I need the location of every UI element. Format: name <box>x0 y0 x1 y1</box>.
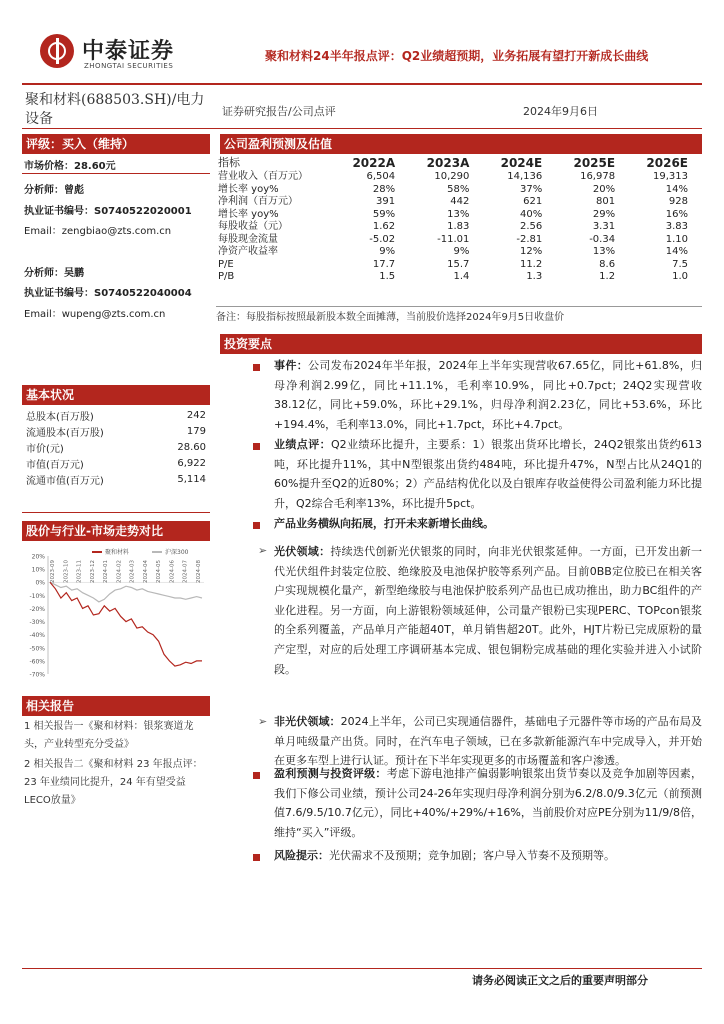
x-tick-label: 2023-11 <box>76 560 83 583</box>
table-cell: 14,136 <box>507 171 543 182</box>
row-label: 流通市值(百万元) <box>26 475 104 487</box>
table-cell: 621 <box>523 196 543 207</box>
footer-divider <box>22 968 702 969</box>
point-risk-lead: 风险提示： <box>274 849 329 862</box>
x-tick-label: 2024-04 <box>142 560 149 583</box>
stock-trend-chart <box>22 548 210 708</box>
x-tick-label: 2024-06 <box>169 560 176 583</box>
row-value: 28.60 <box>177 441 206 453</box>
logo-emblem-bar <box>56 38 59 64</box>
series-line-0 <box>50 582 202 666</box>
row-value: 242 <box>186 409 206 421</box>
table-cell: 14% <box>665 246 688 257</box>
table-cell: 28% <box>372 183 396 195</box>
report-date: 2024年9月6日 <box>523 105 598 118</box>
table-cell: 928 <box>668 196 688 207</box>
basic-info-table <box>24 407 208 487</box>
arrow-right-icon: ➢ <box>258 715 268 728</box>
legend-label: 聚和材料 <box>105 549 130 556</box>
analyst-2-cert <box>24 284 192 299</box>
table-row <box>24 471 208 487</box>
row-value: 6,922 <box>177 457 206 469</box>
table-cell: 37% <box>519 183 543 195</box>
analyst-2-name: 吴鹏 <box>64 268 84 279</box>
row-label: 净资产收益率 <box>218 246 278 257</box>
analyst-1-name: 曾彪 <box>64 185 84 196</box>
row-label: 营业收入（百万元） <box>218 171 308 182</box>
report-title: 聚和材料24半年报点评：Q2业绩超预期，业务拓展有望打开新成长曲线 <box>265 49 649 63</box>
table-cell: 9% <box>379 246 396 257</box>
table-cell: 1.0 <box>672 271 688 282</box>
row-value: 179 <box>186 425 206 437</box>
table-cell: 9% <box>453 246 470 257</box>
table-cell: 1.10 <box>665 233 688 245</box>
related-report-2[interactable]: 2 相关报告二《聚和材料 23 年报点评：23 年业绩同比提升，24 年有望受益LECO放量》 <box>24 759 203 806</box>
forecast-table <box>216 155 702 284</box>
table-cell: 1.4 <box>453 271 470 282</box>
point-expansion: 产品业务横纵向拓展，打开未来新增长曲线。 <box>274 517 494 530</box>
table-cell: 11.2 <box>519 258 543 270</box>
table-cell: 391 <box>376 196 396 207</box>
market-price-label: 市场价格： <box>24 161 74 172</box>
row-label: 市价(元) <box>26 443 64 455</box>
x-tick-label: 2024-01 <box>103 560 110 583</box>
point-review-text: Q2业绩环比提升，主要系：1）银浆出货环比增长，24Q2银浆出货约613吨，环比提升11%，其中N型银浆出货约484吨，环比提升47%，N型占比从24Q1的60%提升至Q2的近80%；2）产品结构优化以及白银库存收益使得公司盈利能力环比提升，Q2综合毛利率13%，环比提升5pct。 <box>274 438 702 510</box>
table-row <box>216 196 702 209</box>
x-tick-label: 2023-12 <box>89 560 96 583</box>
y-tick-label: -40% <box>29 632 45 640</box>
point-non-pv-lead: 非光伏领域： <box>274 715 341 728</box>
table-cell: 442 <box>450 196 470 207</box>
table-row <box>216 246 702 259</box>
row-label: 市值(百万元) <box>26 459 84 471</box>
related-reports-header: 相关报告 <box>22 696 210 716</box>
table-cell: 1.83 <box>447 221 470 232</box>
x-tick-label: 2023-10 <box>63 560 70 583</box>
basic-info-header: 基本状况 <box>22 385 210 405</box>
table-cell: 15.7 <box>447 258 470 270</box>
point-event-lead: 事件： <box>274 359 309 372</box>
rating-banner: 评级：买入（维持） <box>22 134 210 154</box>
table-cell: 13% <box>447 208 470 220</box>
point-rating-lead: 盈利预测与投资评级： <box>274 767 387 780</box>
point-risk <box>274 846 702 866</box>
analyst-1 <box>24 181 84 196</box>
table-cell: 17.7 <box>372 258 396 270</box>
table-cell: 40% <box>519 208 543 220</box>
analyst-2-email[interactable]: Email：wupeng@zts.com.cn <box>24 309 166 320</box>
analyst-1-label: 分析师： <box>24 185 64 196</box>
table-cell: 14% <box>665 183 688 195</box>
column-header-year: 2025E <box>573 155 616 170</box>
y-tick-label: 10% <box>31 566 45 574</box>
table-row <box>216 171 702 184</box>
forecast-note: 备注：每股指标按照最新股本数全面摊薄，当前股价选择2024年9月5日收盘价 <box>216 306 702 323</box>
analyst-2-cert-value: S0740522040004 <box>94 288 192 299</box>
y-tick-label: 0% <box>35 579 45 587</box>
legend-label: 沪深300 <box>165 549 189 556</box>
table-cell: 1.62 <box>372 221 396 232</box>
chart-header: 股价与行业-市场走势对比 <box>22 521 210 541</box>
table-cell: 1.5 <box>379 271 396 282</box>
column-header-year: 2026E <box>646 155 688 170</box>
table-cell: 6,504 <box>366 171 396 182</box>
y-tick-label: -60% <box>29 658 45 666</box>
table-row <box>216 259 702 272</box>
row-label: 增长率 yoy% <box>218 208 279 220</box>
related-report-1[interactable]: 1 相关报告一《聚和材料：银浆赛道龙头，产业转型充分受益》 <box>24 721 194 750</box>
table-cell: 3.83 <box>665 221 688 232</box>
row-label: 净利润（百万元） <box>218 196 298 207</box>
point-pv-text: 持续迭代创新光伏银浆的同时，向非光伏银浆延伸。一方面，已开发出新一代光伏组件封装定位胶、绝缘胶及电池保护胶等系列产品。目前0BB定位胶已在相关客户实现规模化量产，新型绝缘胶与电池保护胶系列产品也已成功推出，助力BC组件的产业化进程。另一方面，向上游银粉领域延伸，公司量产银粉已实现PERC、TOPcon银浆的全系列覆盖，产品单月产能超40T，单月销售超20T。此外，HJT片粉已完成原粉的量产定型，对应的后处理工序调研基本完成、银包铜粉完成基础的理化实验并进入小试阶段。 <box>274 545 703 676</box>
table-cell: -2.81 <box>516 233 543 245</box>
table-cell: 58% <box>447 183 470 195</box>
y-tick-label: -10% <box>29 592 45 600</box>
point-risk-text: 光伏需求不及预期；竞争加剧；客户导入节奏不及预期等。 <box>329 849 615 862</box>
table-cell: -5.02 <box>369 233 396 245</box>
x-tick-label: 2024-02 <box>116 560 123 583</box>
series-line-1 <box>50 582 202 602</box>
table-cell: 2.56 <box>519 221 543 232</box>
company-name-line1: 聚和材料(688503.SH)/电力 <box>25 92 205 108</box>
arrow-right-icon: ➢ <box>258 544 268 557</box>
logo-subtext: ZHONGTAI SECURITIES <box>84 62 174 70</box>
table-cell: 7.5 <box>672 258 688 270</box>
point-pv-field <box>274 542 702 679</box>
point-review-lead: 业绩点评： <box>274 438 332 451</box>
row-label: 总股本(百万股) <box>26 411 94 423</box>
table-cell: 59% <box>372 208 396 220</box>
x-tick-label: 2023-09 <box>50 560 56 583</box>
row-label: 每股现金流量 <box>218 233 278 245</box>
analyst-2-cert-label: 执业证书编号： <box>24 288 94 299</box>
row-label: 每股收益（元） <box>218 221 288 232</box>
investment-points-header: 投资要点 <box>220 334 702 354</box>
report-type: 证券研究报告/公司点评 <box>222 105 336 118</box>
point-review <box>274 435 702 513</box>
row-label: 增长率 yoy% <box>218 183 279 195</box>
row-label: P/E <box>218 258 234 270</box>
table-cell: 1.2 <box>599 271 616 282</box>
market-price-value: 28.60元 <box>74 161 116 172</box>
point-event <box>274 356 702 434</box>
x-tick-label: 2024-07 <box>182 560 189 583</box>
market-price <box>24 157 116 172</box>
table-cell: 801 <box>595 196 616 207</box>
bullet-icon <box>253 443 260 450</box>
analyst-2-label: 分析师： <box>24 268 64 279</box>
company-name <box>25 91 215 129</box>
row-value: 5,114 <box>177 473 206 485</box>
point-rating <box>274 764 702 842</box>
company-name-line2: 设备 <box>25 111 53 127</box>
table-row <box>216 271 702 284</box>
bullet-icon <box>253 522 260 529</box>
y-tick-label: -30% <box>29 619 45 627</box>
point-event-text: 公司发布2024年半年报，2024年上半年实现营收67.65亿，同比+61.8%，归母净利润2.99亿，同比+11.1%，毛利率10.9%，同比+0.7pct；24Q2实现营收38.12亿，同比+59.0%，环比+29.1%，归母净利润2.23亿，同比+53.6%，环比+194.4%，毛利率13.0%，同比+1.7pct，环比+4.7pct。 <box>274 359 703 431</box>
table-cell: 20% <box>592 183 616 195</box>
table-cell: -0.34 <box>589 233 616 245</box>
forecast-header: 公司盈利预测及估值 <box>220 134 702 154</box>
row-label: 流通股本(百万股) <box>26 427 104 439</box>
header-divider-thin <box>22 128 702 129</box>
column-header-metric: 指标 <box>218 155 240 169</box>
table-cell: 3.31 <box>592 221 616 232</box>
table-cell: -11.01 <box>437 233 470 245</box>
y-tick-label: -50% <box>29 645 45 653</box>
column-header-year: 2022A <box>352 155 396 170</box>
bullet-icon <box>253 854 260 861</box>
table-row <box>216 209 702 222</box>
table-cell: 16,978 <box>580 171 616 182</box>
column-header-year: 2024E <box>500 155 543 170</box>
left-divider <box>22 173 210 174</box>
table-row <box>24 407 208 423</box>
column-header-year: 2023A <box>426 155 470 170</box>
table-row <box>216 234 702 247</box>
analyst-2 <box>24 264 84 279</box>
bullet-icon <box>253 772 260 779</box>
table-cell: 1.3 <box>526 271 543 282</box>
table-cell: 12% <box>519 246 543 257</box>
forecast-header-row <box>216 155 702 171</box>
basic-info-divider <box>22 512 210 513</box>
analyst-1-cert-label: 执业证书编号： <box>24 206 94 217</box>
x-tick-label: 2024-05 <box>156 560 163 583</box>
table-cell: 10,290 <box>434 171 470 182</box>
point-non-pv-text: 2024上半年，公司已实现通信器件，基础电子元器件等市场的产品布局及单月吨级量产出货。同时，在汽车电子领域，已在多款新能源汽车中完成导入，并开始在更多车型上进行认证。预计在下半年实现更多的市场覆盖和客户渗透。 <box>274 715 702 768</box>
table-row <box>216 184 702 197</box>
point-rating-text: 考虑下游电池排产偏弱影响银浆出货节奏以及竞争加剧等因素，我们下修公司业绩，预计公司24-26年实现归母净利润分别为6.2/8.0/9.3亿元（前预测值7.6/9.5/10.7亿元），同比+40%/+29%/+16%，当前股价对应PE分别为11/9/8倍，维持“买入”评级。 <box>274 767 702 839</box>
footer-disclaimer: 请务必阅读正文之后的重要声明部分 <box>472 974 648 987</box>
table-row <box>216 221 702 234</box>
row-label: P/B <box>218 271 235 282</box>
table-cell: 13% <box>592 246 616 257</box>
analyst-1-cert-value: S0740522020001 <box>94 206 192 217</box>
y-tick-label: -70% <box>29 671 45 679</box>
x-tick-label: 2024-08 <box>196 560 202 583</box>
bullet-icon <box>253 364 260 371</box>
table-row <box>24 423 208 439</box>
y-tick-label: -20% <box>29 605 45 613</box>
analyst-1-email[interactable]: Email：zengbiao@zts.com.cn <box>24 226 172 237</box>
table-cell: 19,313 <box>653 171 688 182</box>
table-row <box>24 455 208 471</box>
table-row <box>24 439 208 455</box>
y-tick-label: 20% <box>31 553 45 561</box>
point-non-pv-field <box>274 712 702 771</box>
point-pv-lead: 光伏领域： <box>274 545 331 558</box>
logo-text: 中泰证券 <box>82 39 175 64</box>
table-cell: 16% <box>665 208 688 220</box>
analyst-1-cert <box>24 202 192 217</box>
table-cell: 8.6 <box>599 258 616 270</box>
x-tick-label: 2024-03 <box>129 560 136 583</box>
table-cell: 29% <box>592 208 616 220</box>
header-divider <box>22 83 702 85</box>
